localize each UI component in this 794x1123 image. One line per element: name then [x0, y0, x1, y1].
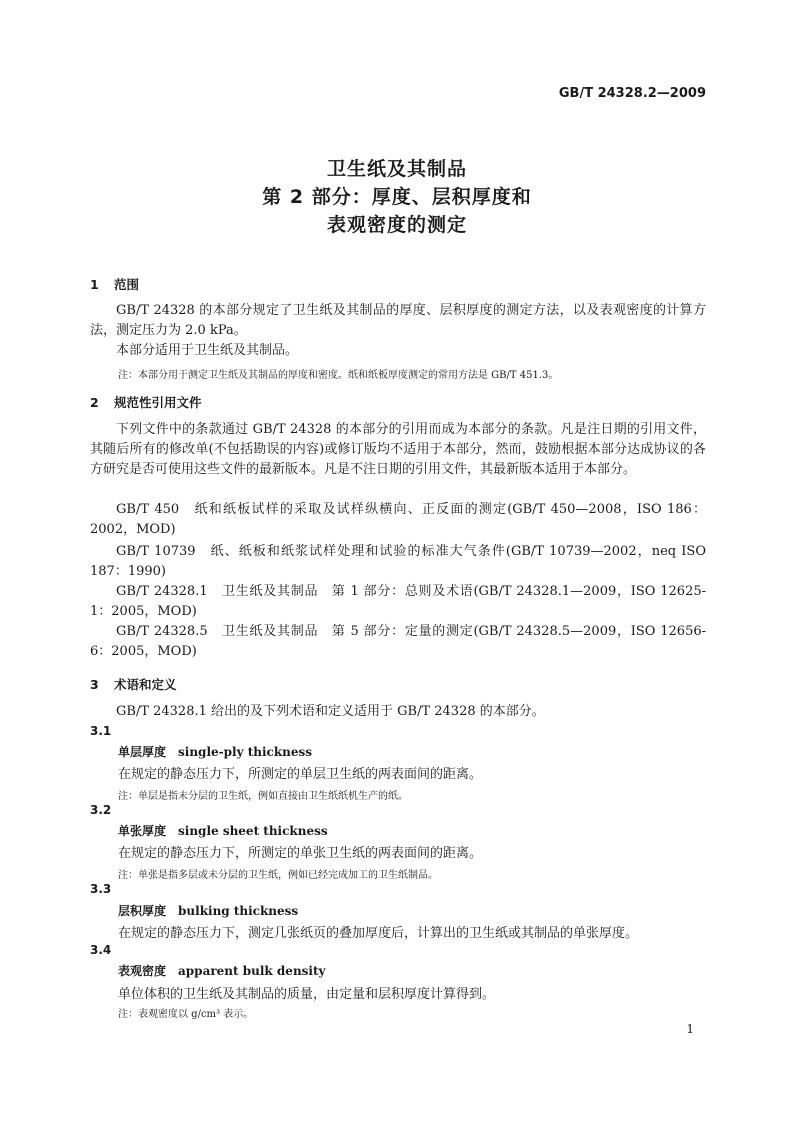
page-number: 1 — [686, 1022, 694, 1036]
section-number: 2 — [90, 395, 99, 410]
term-note: 注：表观密度以 g/cm³ 表示。 — [118, 1009, 254, 1020]
scope-note: 注：本部分用于测定卫生纸及其制品的厚度和密度。纸和纸板厚度测定的常用方法是 GB/T 451.3。 — [118, 370, 559, 381]
section-3-heading — [90, 675, 177, 693]
reference-item: GB/T 10739 纸、纸板和纸浆试样处理和试验的标准大气条件(GB/T 10739—2002，neq ISO 187：1990) — [90, 544, 706, 579]
term-en: apparent bulk density — [178, 964, 326, 978]
reference-item: GB/T 24328.1 卫生纸及其制品 第 1 部分：总则及术语(GB/T 24328.1—2009，ISO 12625-1：2005，MOD) — [90, 584, 706, 619]
term-heading — [118, 743, 312, 760]
normative-references-paragraph: 下列文件中的条款通过 GB/T 24328 的本部分的引用而成为本部分的条款。凡是注日期的引用文件，其随后所有的修改单(不包括勘误的内容)或修订版均不适用于本部分，然而，鼓励根据本部分达成协议的各方研究是否可使用这些文件的最新版本。凡是不注日期的引用文件，其最新版本适用于本部分。 — [90, 422, 706, 477]
term-definition: 单位体积的卫生纸及其制品的质量，由定量和层积厚度计算得到。 — [118, 987, 496, 1002]
term-heading — [118, 822, 328, 839]
reference-item: GB/T 24328.5 卫生纸及其制品 第 5 部分：定量的测定(GB/T 24328.5—2009，ISO 12656-6：2005，MOD) — [90, 624, 706, 659]
term-zh: 层积厚度 — [118, 904, 167, 918]
section-number: 3 — [90, 677, 99, 692]
term-zh: 单张厚度 — [118, 824, 167, 838]
term-definition: 在规定的静态压力下，测定几张纸页的叠加厚度后，计算出的卫生纸或其制品的单张厚度。 — [118, 926, 639, 941]
standard-number: GB/T 24328.2—2009 — [558, 86, 706, 101]
section-1-heading — [90, 275, 139, 293]
section-title: 规范性引用文件 — [114, 395, 202, 410]
term-heading — [118, 902, 298, 919]
title-line-2: 第 2 部分：厚度、层积厚度和 — [262, 186, 532, 208]
title-line-3: 表观密度的测定 — [326, 214, 467, 236]
term-number: 3.4 — [90, 943, 112, 957]
section-number: 1 — [90, 277, 99, 292]
scope-paragraph-1: GB/T 24328 的本部分规定了卫生纸及其制品的厚度、层积厚度的测定方法，以及表观密度的计算方法，测定压力为 2.0 kPa。 — [90, 303, 706, 338]
term-zh: 表观密度 — [118, 964, 167, 978]
term-number: 3.1 — [90, 724, 112, 738]
term-number: 3.3 — [90, 882, 112, 896]
scope-paragraph-2: 本部分适用于卫生纸及其制品。 — [116, 343, 299, 358]
section-2-heading — [90, 393, 202, 411]
term-en: bulking thickness — [178, 904, 299, 918]
term-number: 3.2 — [90, 803, 112, 817]
title-line-1: 卫生纸及其制品 — [326, 158, 467, 180]
term-en: single-ply thickness — [178, 745, 313, 759]
terms-intro-paragraph: GB/T 24328.1 给出的及下列术语和定义适用于 GB/T 24328 的本部分。 — [116, 704, 545, 719]
term-zh: 单层厚度 — [118, 745, 167, 759]
term-en: single sheet thickness — [178, 824, 328, 838]
section-title: 范围 — [114, 277, 140, 292]
term-definition: 在规定的静态压力下，所测定的单张卫生纸的两表面间的距离。 — [118, 846, 483, 861]
section-title: 术语和定义 — [114, 677, 177, 692]
term-heading — [118, 962, 326, 979]
reference-item: GB/T 450 纸和纸板试样的采取及试样纵横向、正反面的测定(GB/T 450—2008，ISO 186：2002，MOD) — [90, 502, 706, 537]
term-definition: 在规定的静态压力下，所测定的单层卫生纸的两表面间的距离。 — [118, 767, 483, 782]
term-note: 注：单层是指未分层的卫生纸，例如直接由卫生纸纸机生产的纸。 — [118, 791, 408, 802]
term-note: 注：单张是指多层或未分层的卫生纸，例如已经完成加工的卫生纸制品。 — [118, 870, 438, 881]
